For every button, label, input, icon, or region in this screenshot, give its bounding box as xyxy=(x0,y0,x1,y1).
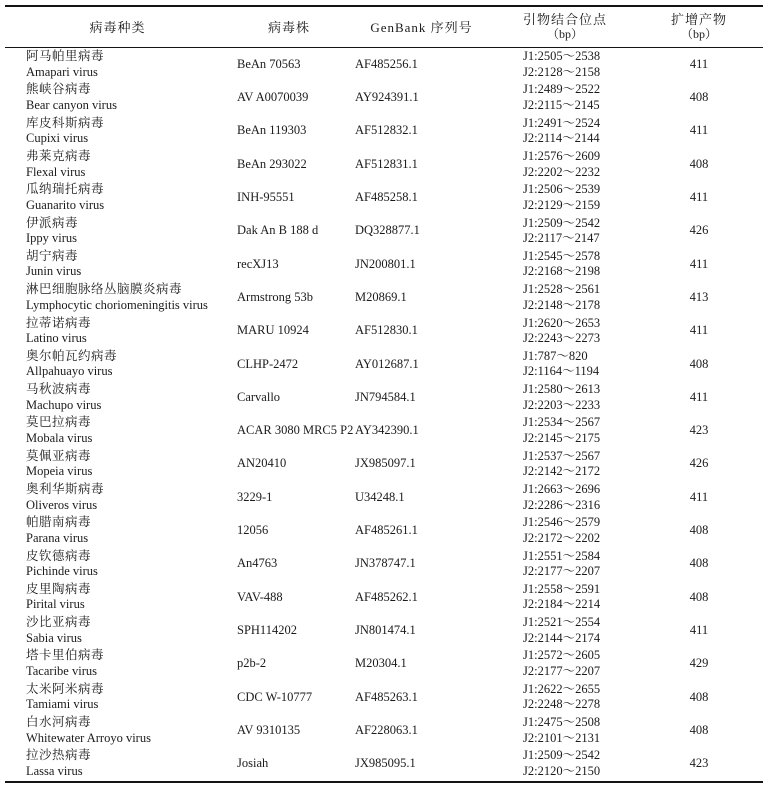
table-row xyxy=(5,547,763,580)
table-row xyxy=(5,48,763,82)
virus-species-cell xyxy=(5,148,230,181)
virus-name-cn: 奥利华斯病毒 xyxy=(26,482,105,496)
genbank-accession-cell: M20304.1 xyxy=(355,656,407,671)
virus-strain-cell: Armstrong 53b xyxy=(237,289,314,304)
virus-strain-cell: VAV-488 xyxy=(237,589,283,604)
virus-strain-cell: 3229-1 xyxy=(237,489,273,504)
primer-j1: J1:2509～2542 xyxy=(523,748,601,763)
table-row xyxy=(5,381,763,414)
header-primer-site-label: 引物结合位点 xyxy=(522,12,607,27)
table-row xyxy=(5,747,763,781)
virus-name-cn: 皮里陶病毒 xyxy=(26,581,92,596)
primer-site-cell xyxy=(495,281,635,314)
table-row xyxy=(5,581,763,614)
table-row xyxy=(5,481,763,514)
virus-strain-cell: BeAn 119303 xyxy=(237,123,307,138)
virus-name-en: Ippy virus xyxy=(26,231,78,246)
virus-name-cn: 阿马帕里病毒 xyxy=(26,49,105,64)
virus-name-cn: 熊峡谷病毒 xyxy=(26,82,92,97)
table-body xyxy=(5,48,763,782)
table-row xyxy=(5,414,763,447)
genbank-accession-cell: AF485258.1 xyxy=(355,190,418,205)
virus-name-cn: 马秋波病毒 xyxy=(26,382,92,397)
virus-name-cn: 皮钦德病毒 xyxy=(26,548,92,563)
virus-species-cell xyxy=(5,214,230,247)
primer-j2: J2:2144～2174 xyxy=(523,630,601,645)
genbank-accession-cell: JN794584.1 xyxy=(355,389,416,404)
virus-strain-cell: An4763 xyxy=(237,556,278,571)
virus-name-en: Pichinde virus xyxy=(26,564,98,579)
virus-name-cn: 奥尔帕瓦约病毒 xyxy=(26,348,118,363)
virus-name-cn: 库皮科斯病毒 xyxy=(26,115,105,130)
header-primer-site xyxy=(495,6,635,48)
genbank-accession-cell: AF512832.1 xyxy=(355,123,418,138)
primer-j1: J1:2521～2554 xyxy=(523,615,601,630)
primer-site-cell xyxy=(495,747,635,781)
genbank-accession-cell: JX985097.1 xyxy=(355,456,416,471)
virus-name-cn: 帕腊南病毒 xyxy=(26,515,92,530)
amplicon-size-cell: 408 xyxy=(689,90,709,105)
virus-species-cell xyxy=(5,747,230,781)
amplicon-size-cell: 423 xyxy=(689,756,709,771)
virus-name-en: Mopeia virus xyxy=(26,464,93,479)
virus-name-en: Lymphocytic choriomeningitis virus xyxy=(26,297,208,312)
genbank-accession-cell: JN378747.1 xyxy=(355,556,416,571)
primer-j1: J1:2572～2605 xyxy=(523,648,601,663)
genbank-accession-cell: AY342390.1 xyxy=(355,423,419,438)
amplicon-size-cell: 411 xyxy=(689,256,709,271)
amplicon-size-cell: 408 xyxy=(689,689,709,704)
virus-name-cn: 伊派病毒 xyxy=(26,215,79,230)
primer-j2: J2:2168～2198 xyxy=(523,264,601,279)
primer-site-cell xyxy=(495,115,635,148)
primer-j2: J2:2142～2172 xyxy=(523,464,601,479)
primer-j2: J2:2114～2144 xyxy=(523,131,600,146)
virus-name-cn: 莫巴拉病毒 xyxy=(26,415,92,430)
table-row xyxy=(5,348,763,381)
primer-j1: J1:2509～2542 xyxy=(523,215,601,230)
virus-name-en: Whitewater Arroyo virus xyxy=(26,730,151,745)
primer-site-cell xyxy=(495,214,635,247)
header-genbank xyxy=(348,6,495,48)
virus-species-cell xyxy=(5,248,230,281)
genbank-accession-cell: AF512831.1 xyxy=(355,156,418,171)
virus-strain-cell: CLHP-2472 xyxy=(237,356,299,371)
virus-name-en: Pirital virus xyxy=(26,597,85,612)
primer-j2: J2:2101～2131 xyxy=(523,730,601,745)
virus-name-cn: 瓜纳瑞托病毒 xyxy=(26,182,105,197)
virus-species-cell xyxy=(5,281,230,314)
amplicon-size-cell: 411 xyxy=(689,123,709,138)
primer-j2: J2:2148～2178 xyxy=(523,297,601,312)
primer-site-cell xyxy=(495,414,635,447)
primer-j1: J1:2545～2578 xyxy=(523,248,601,263)
primer-j2: J2:2117～2147 xyxy=(523,231,600,246)
genbank-accession-cell: AY012687.1 xyxy=(355,356,419,371)
genbank-accession-cell: AY924391.1 xyxy=(355,90,419,105)
primer-site-cell xyxy=(495,514,635,547)
virus-species-cell xyxy=(5,348,230,381)
virus-strain-cell: INH-95551 xyxy=(237,190,295,205)
primer-site-cell xyxy=(495,681,635,714)
virus-species-cell xyxy=(5,681,230,714)
virus-name-en: Flexal virus xyxy=(26,164,86,179)
primer-j1: J1:2558～2591 xyxy=(523,581,601,596)
virus-name-en: Latino virus xyxy=(26,331,87,346)
genbank-accession-cell: AF512830.1 xyxy=(355,323,418,338)
amplicon-size-cell: 411 xyxy=(689,389,709,404)
genbank-accession-cell: U34248.1 xyxy=(355,489,405,504)
virus-species-cell xyxy=(5,181,230,214)
amplicon-size-cell: 411 xyxy=(689,56,709,71)
header-virus-strain xyxy=(230,6,348,48)
primer-j1: J1:2576～2609 xyxy=(523,149,601,164)
virus-strain-cell: BeAn 293022 xyxy=(237,156,307,171)
primer-j2: J2:1164～1194 xyxy=(523,364,600,379)
virus-name-en: Tamiami virus xyxy=(26,697,99,712)
primer-j1: J1:2580～2613 xyxy=(523,382,601,397)
primer-j2: J2:2203～2233 xyxy=(523,397,601,412)
table-row xyxy=(5,514,763,547)
primer-j1: J1:2620～2653 xyxy=(523,315,601,330)
primer-site-cell xyxy=(495,314,635,347)
primer-j1: J1:2534～2567 xyxy=(523,415,601,430)
virus-name-en: Amapari virus xyxy=(26,64,98,79)
header-amplicon-label: 扩增产物 xyxy=(670,12,727,27)
amplicon-size-cell: 413 xyxy=(689,289,709,304)
primer-site-cell xyxy=(495,647,635,680)
primer-site-cell xyxy=(495,48,635,82)
virus-species-cell xyxy=(5,647,230,680)
virus-species-cell xyxy=(5,614,230,647)
table-row xyxy=(5,681,763,714)
genbank-accession-cell: AF485262.1 xyxy=(355,589,418,604)
virus-name-cn: 胡宁病毒 xyxy=(26,248,79,263)
primer-j2: J2:2177～2207 xyxy=(523,663,601,678)
virus-species-cell xyxy=(5,314,230,347)
primer-j2: J2:2243～2273 xyxy=(523,331,601,346)
virus-name-cn: 太米阿米病毒 xyxy=(26,681,105,696)
primer-j1: J1:2506～2539 xyxy=(523,182,601,197)
primer-site-cell xyxy=(495,714,635,747)
primer-site-cell xyxy=(495,448,635,481)
primer-site-cell xyxy=(495,248,635,281)
virus-name-cn: 沙比亚病毒 xyxy=(26,615,92,630)
virus-name-cn: 淋巴细胞脉络丛脑膜炎病毒 xyxy=(26,282,183,297)
virus-name-en: Oliveros virus xyxy=(26,497,98,512)
virus-name-cn: 白水河病毒 xyxy=(26,715,92,730)
amplicon-size-cell: 426 xyxy=(689,223,709,238)
primer-j2: J2:2120～2150 xyxy=(523,763,601,778)
virus-species-cell xyxy=(5,481,230,514)
table-row xyxy=(5,181,763,214)
primer-j2: J2:2129～2159 xyxy=(523,197,601,212)
virus-strain-cell: BeAn 70563 xyxy=(237,56,301,71)
primer-j1: J1:2622～2655 xyxy=(523,681,601,696)
genbank-accession-cell: M20869.1 xyxy=(355,289,407,304)
primer-j1: J1:2491～2524 xyxy=(523,115,601,130)
virus-name-en: Mobala virus xyxy=(26,430,93,445)
virus-name-cn: 弗莱克病毒 xyxy=(26,149,92,164)
header-amplicon-unit: （bp） xyxy=(680,27,717,41)
genbank-accession-cell: AF485261.1 xyxy=(355,523,418,538)
primer-j2: J2:2248～2278 xyxy=(523,697,601,712)
table-row xyxy=(5,714,763,747)
virus-name-en: Junin virus xyxy=(26,264,82,279)
virus-strain-cell: SPH114202 xyxy=(237,622,297,637)
primer-j2: J2:2145～2175 xyxy=(523,430,601,445)
virus-strain-cell: Carvallo xyxy=(237,389,281,404)
virus-name-en: Allpahuayo virus xyxy=(26,364,113,379)
table-row xyxy=(5,647,763,680)
primer-j2: J2:2286～2316 xyxy=(523,497,601,512)
virus-species-cell xyxy=(5,414,230,447)
primer-j1: J1:2528～2561 xyxy=(523,282,601,297)
virus-species-cell xyxy=(5,448,230,481)
table-row xyxy=(5,281,763,314)
genbank-accession-cell: AF228063.1 xyxy=(355,722,418,737)
amplicon-size-cell: 408 xyxy=(689,156,709,171)
amplicon-size-cell: 408 xyxy=(689,722,709,737)
virus-species-cell xyxy=(5,547,230,580)
amplicon-size-cell: 411 xyxy=(689,489,709,504)
header-virus-species-label: 病毒种类 xyxy=(89,19,146,35)
primer-site-cell xyxy=(495,581,635,614)
virus-strain-cell: ACAR 3080 MRC5 P2 xyxy=(237,423,354,438)
virus-name-cn: 塔卡里伯病毒 xyxy=(26,648,105,663)
virus-name-en: Parana virus xyxy=(26,530,89,545)
virus-name-en: Machupo virus xyxy=(26,397,102,412)
virus-name-cn: 拉蒂诺病毒 xyxy=(26,315,92,330)
table-row xyxy=(5,214,763,247)
primer-j2: J2:2128～2158 xyxy=(523,64,601,79)
virus-species-cell xyxy=(5,115,230,148)
header-virus-species xyxy=(5,6,230,48)
table-row xyxy=(5,81,763,114)
table-row xyxy=(5,448,763,481)
primer-j1: J1:2537～2567 xyxy=(523,448,601,463)
virus-strain-cell: p2b-2 xyxy=(237,656,267,671)
virus-name-en: Cupixi virus xyxy=(26,131,89,146)
virus-strain-cell: MARU 10924 xyxy=(237,323,309,338)
virus-strain-cell: Josiah xyxy=(237,756,269,771)
amplicon-size-cell: 411 xyxy=(689,323,709,338)
header-genbank-label: GenBank 序列号 xyxy=(370,19,473,35)
genbank-accession-cell: AF485256.1 xyxy=(355,56,418,71)
virus-name-cn: 拉沙热病毒 xyxy=(26,748,92,763)
primer-j2: J2:2177～2207 xyxy=(523,564,601,579)
table-row xyxy=(5,115,763,148)
virus-species-cell xyxy=(5,581,230,614)
arenavirus-primer-table xyxy=(5,5,763,783)
virus-strain-cell: AV 9310135 xyxy=(237,722,301,737)
primer-site-cell xyxy=(495,614,635,647)
amplicon-size-cell: 429 xyxy=(689,656,709,671)
virus-strain-cell: CDC W-10777 xyxy=(237,689,313,704)
virus-species-cell xyxy=(5,81,230,114)
primer-j2: J2:2184～2214 xyxy=(523,597,601,612)
genbank-accession-cell: AF485263.1 xyxy=(355,689,418,704)
table-row xyxy=(5,248,763,281)
amplicon-size-cell: 423 xyxy=(689,423,709,438)
header-primer-site-unit: （bp） xyxy=(546,27,583,41)
amplicon-size-cell: 408 xyxy=(689,523,709,538)
primer-site-cell xyxy=(495,381,635,414)
virus-strain-cell: AV A0070039 xyxy=(237,90,309,105)
virus-species-cell xyxy=(5,714,230,747)
table-row xyxy=(5,314,763,347)
primer-j2: J2:2115～2145 xyxy=(523,97,600,112)
primer-site-cell xyxy=(495,81,635,114)
header-row xyxy=(5,6,763,48)
primer-site-cell xyxy=(495,181,635,214)
header-amplicon xyxy=(635,6,763,48)
genbank-accession-cell: JX985095.1 xyxy=(355,756,416,771)
virus-strain-cell: Dak An B 188 d xyxy=(237,223,319,238)
table-header xyxy=(5,6,763,48)
virus-species-cell xyxy=(5,48,230,82)
amplicon-size-cell: 411 xyxy=(689,190,709,205)
virus-name-en: Lassa virus xyxy=(26,763,83,778)
amplicon-size-cell: 408 xyxy=(689,356,709,371)
primer-site-cell xyxy=(495,348,635,381)
virus-strain-cell: 12056 xyxy=(237,523,269,538)
primer-j1: J1:2475～2508 xyxy=(523,715,601,730)
table-row xyxy=(5,148,763,181)
amplicon-size-cell: 408 xyxy=(689,589,709,604)
virus-name-cn: 莫佩亚病毒 xyxy=(26,448,92,463)
virus-name-en: Guanarito virus xyxy=(26,197,105,212)
virus-species-cell xyxy=(5,514,230,547)
genbank-accession-cell: JN200801.1 xyxy=(355,256,416,271)
virus-name-en: Sabia virus xyxy=(26,630,82,645)
virus-species-cell xyxy=(5,381,230,414)
genbank-accession-cell: JN801474.1 xyxy=(355,622,416,637)
amplicon-size-cell: 426 xyxy=(689,456,709,471)
virus-name-en: Bear canyon virus xyxy=(26,97,117,112)
table-row xyxy=(5,614,763,647)
primer-j1: J1:2489～2522 xyxy=(523,82,601,97)
genbank-accession-cell: DQ328877.1 xyxy=(355,223,420,238)
primer-site-cell xyxy=(495,547,635,580)
amplicon-size-cell: 408 xyxy=(689,556,709,571)
primer-j1: J1:2663～2696 xyxy=(523,482,601,496)
primer-j1: J1:2505～2538 xyxy=(523,49,601,64)
amplicon-size-cell: 411 xyxy=(689,622,709,637)
primer-j1: J1:2551～2584 xyxy=(523,548,601,563)
virus-strain-cell: AN20410 xyxy=(237,456,287,471)
primer-j1: J1:2546～2579 xyxy=(523,515,601,530)
virus-name-en: Tacaribe virus xyxy=(26,663,97,678)
primer-j1: J1:787～820 xyxy=(523,348,588,363)
primer-j2: J2:2202～2232 xyxy=(523,164,601,179)
primer-site-cell xyxy=(495,148,635,181)
primer-site-cell xyxy=(495,481,635,514)
virus-strain-cell: recXJ13 xyxy=(237,256,279,271)
header-virus-strain-label: 病毒株 xyxy=(267,19,310,35)
primer-j2: J2:2172～2202 xyxy=(523,530,601,545)
